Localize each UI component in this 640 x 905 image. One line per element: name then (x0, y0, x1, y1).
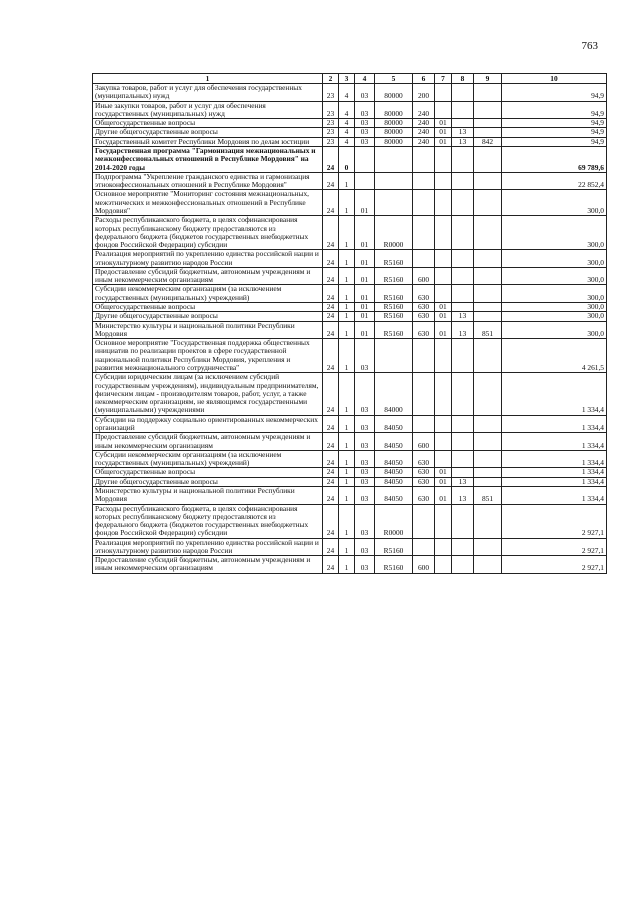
cell-c6: 630 (413, 285, 435, 303)
cell-c10: 1 334,4 (502, 468, 607, 477)
cell-c8: 13 (452, 137, 474, 146)
cell-c2: 24 (323, 538, 339, 556)
cell-c6: 630 (413, 486, 435, 504)
cell-c8: 13 (452, 321, 474, 339)
row-label: Реализация мероприятий по укреплению единства российской нации и этнокультурному развитию народов России (93, 250, 323, 268)
cell-c7: 01 (435, 128, 452, 137)
row-label: Иные закупки товаров, работ и услуг для обеспечения государственных (муниципальных) нужд (93, 101, 323, 119)
cell-c9 (474, 285, 502, 303)
row-label: Министерство культуры и национальной политики Республики Мордовия (93, 486, 323, 504)
cell-c3: 1 (339, 373, 355, 415)
cell-c5 (375, 146, 413, 172)
cell-c7 (435, 250, 452, 268)
table-header (93, 74, 607, 84)
cell-c8: 13 (452, 128, 474, 137)
cell-c5: 84050 (375, 468, 413, 477)
cell-c9 (474, 172, 502, 190)
column-header: 9 (474, 74, 502, 84)
cell-c4: 03 (355, 538, 375, 556)
row-label: Основное мероприятие "Государственная поддержка общественных инициатив по реализации проектов в сфере государственной национальной политики Республики Мордовия, укрепления и развития межнационального сотрудничества" (93, 339, 323, 373)
cell-c5: 80000 (375, 119, 413, 128)
cell-c4: 01 (355, 216, 375, 250)
cell-c7 (435, 267, 452, 285)
cell-c4: 01 (355, 190, 375, 216)
cell-c4: 03 (355, 137, 375, 146)
cell-c6 (413, 190, 435, 216)
cell-c7 (435, 504, 452, 538)
row-label: Субсидии некоммерческим организациям (за исключением государственных (муниципальных) учреждений) (93, 285, 323, 303)
cell-c8: 13 (452, 477, 474, 486)
cell-c8 (452, 415, 474, 433)
cell-c9 (474, 450, 502, 468)
row-label: Предоставление субсидий бюджетным, автономным учреждениям и иным некоммерческим организациям (93, 433, 323, 451)
cell-c2: 23 (323, 128, 339, 137)
cell-c10: 300,0 (502, 303, 607, 312)
row-label: Другие общегосударственные вопросы (93, 128, 323, 137)
cell-c3: 1 (339, 339, 355, 373)
cell-c5 (375, 190, 413, 216)
table-row (93, 415, 607, 433)
cell-c6: 630 (413, 321, 435, 339)
column-header: 4 (355, 74, 375, 84)
column-header: 7 (435, 74, 452, 84)
cell-c2: 24 (323, 468, 339, 477)
cell-c4: 03 (355, 373, 375, 415)
cell-c4: 03 (355, 339, 375, 373)
cell-c5: 84050 (375, 477, 413, 486)
cell-c2: 23 (323, 119, 339, 128)
table-row (93, 468, 607, 477)
cell-c10: 300,0 (502, 267, 607, 285)
cell-c7: 01 (435, 321, 452, 339)
cell-c2: 24 (323, 450, 339, 468)
cell-c7 (435, 84, 452, 102)
cell-c3: 1 (339, 321, 355, 339)
cell-c2: 24 (323, 250, 339, 268)
cell-c7 (435, 190, 452, 216)
cell-c7 (435, 172, 452, 190)
cell-c5: 84000 (375, 373, 413, 415)
cell-c9 (474, 433, 502, 451)
cell-c3: 0 (339, 146, 355, 172)
table-row (93, 504, 607, 538)
budget-table (92, 73, 607, 574)
cell-c2: 24 (323, 504, 339, 538)
cell-c3: 1 (339, 312, 355, 321)
cell-c9 (474, 415, 502, 433)
cell-c8 (452, 285, 474, 303)
cell-c3: 1 (339, 556, 355, 574)
cell-c7: 01 (435, 477, 452, 486)
cell-c6 (413, 146, 435, 172)
cell-c8 (452, 101, 474, 119)
cell-c7 (435, 339, 452, 373)
cell-c5: 84050 (375, 433, 413, 451)
cell-c6 (413, 216, 435, 250)
cell-c4: 03 (355, 128, 375, 137)
cell-c2: 24 (323, 433, 339, 451)
cell-c3: 1 (339, 504, 355, 538)
cell-c3: 1 (339, 433, 355, 451)
cell-c9: 851 (474, 486, 502, 504)
row-label: Общегосударственные вопросы (93, 119, 323, 128)
cell-c10: 2 927,1 (502, 538, 607, 556)
cell-c5: R5160 (375, 267, 413, 285)
cell-c9 (474, 339, 502, 373)
cell-c9 (474, 477, 502, 486)
row-label: Расходы республиканского бюджета, в целях софинансирования которых республиканскому бюджету предоставляются из федерального бюджета (бюджетов государственных внебюджетных фондов Российской Федерации) субсидии (93, 216, 323, 250)
row-label: Расходы республиканского бюджета, в целях софинансирования которых республиканскому бюджету предоставляются из федерального бюджета (бюджетов государственных внебюджетных фондов Российской Федерации) субсидии (93, 504, 323, 538)
cell-c8 (452, 216, 474, 250)
cell-c2: 23 (323, 101, 339, 119)
cell-c3: 1 (339, 250, 355, 268)
cell-c4 (355, 146, 375, 172)
cell-c10: 94,9 (502, 84, 607, 102)
cell-c10: 300,0 (502, 285, 607, 303)
cell-c9 (474, 84, 502, 102)
cell-c6: 240 (413, 128, 435, 137)
cell-c5: 80000 (375, 137, 413, 146)
cell-c4 (355, 172, 375, 190)
cell-c7: 01 (435, 468, 452, 477)
cell-c4: 03 (355, 486, 375, 504)
cell-c2: 24 (323, 172, 339, 190)
table-row (93, 146, 607, 172)
table-row (93, 128, 607, 137)
cell-c9 (474, 146, 502, 172)
cell-c3: 4 (339, 119, 355, 128)
cell-c4: 03 (355, 101, 375, 119)
cell-c6 (413, 172, 435, 190)
cell-c6: 630 (413, 450, 435, 468)
table-row (93, 450, 607, 468)
cell-c10: 300,0 (502, 190, 607, 216)
cell-c2: 24 (323, 321, 339, 339)
cell-c10: 94,9 (502, 119, 607, 128)
row-label: Субсидии юридическим лицам (за исключением субсидий государственным учреждениям), индивидуальным предпринимателям, физическим лицам - производителям товаров, работ, услуг, а также некоммерческим организациям, не являющимся государственными (муниципальными) учреждениями (93, 373, 323, 415)
cell-c10: 1 334,4 (502, 450, 607, 468)
cell-c4: 01 (355, 267, 375, 285)
cell-c4: 03 (355, 415, 375, 433)
cell-c5: R5160 (375, 285, 413, 303)
table-row (93, 433, 607, 451)
cell-c4: 01 (355, 312, 375, 321)
table-row (93, 216, 607, 250)
cell-c10: 300,0 (502, 250, 607, 268)
cell-c2: 24 (323, 312, 339, 321)
cell-c4: 03 (355, 433, 375, 451)
cell-c6: 600 (413, 433, 435, 451)
cell-c9 (474, 190, 502, 216)
column-header: 5 (375, 74, 413, 84)
cell-c3: 4 (339, 84, 355, 102)
cell-c6 (413, 373, 435, 415)
table-row (93, 190, 607, 216)
cell-c8: 13 (452, 486, 474, 504)
cell-c7 (435, 433, 452, 451)
row-label: Государственная программа "Гармонизация межнациональных и межконфессиональных отношений в Республике Мордовия" на 2014-2020 годы (93, 146, 323, 172)
table-row (93, 556, 607, 574)
cell-c5 (375, 172, 413, 190)
cell-c6: 600 (413, 556, 435, 574)
column-header: 2 (323, 74, 339, 84)
cell-c7: 01 (435, 312, 452, 321)
table-row (93, 101, 607, 119)
cell-c6: 240 (413, 137, 435, 146)
cell-c4: 03 (355, 84, 375, 102)
row-label: Предоставление субсидий бюджетным, автономным учреждениям и иным некоммерческим организациям (93, 556, 323, 574)
cell-c10: 300,0 (502, 321, 607, 339)
cell-c10: 94,9 (502, 137, 607, 146)
cell-c7 (435, 556, 452, 574)
cell-c5: 80000 (375, 101, 413, 119)
cell-c5: R5160 (375, 556, 413, 574)
cell-c2: 24 (323, 339, 339, 373)
cell-c3: 1 (339, 190, 355, 216)
cell-c3: 4 (339, 137, 355, 146)
cell-c9 (474, 504, 502, 538)
cell-c2: 24 (323, 216, 339, 250)
cell-c5: R5160 (375, 538, 413, 556)
cell-c9 (474, 250, 502, 268)
row-label: Общегосударственные вопросы (93, 303, 323, 312)
table-row (93, 285, 607, 303)
cell-c2: 24 (323, 190, 339, 216)
cell-c5: 84050 (375, 450, 413, 468)
cell-c4: 03 (355, 450, 375, 468)
cell-c6 (413, 415, 435, 433)
cell-c10: 300,0 (502, 216, 607, 250)
cell-c8 (452, 538, 474, 556)
cell-c8 (452, 190, 474, 216)
row-label: Министерство культуры и национальной политики Республики Мордовия (93, 321, 323, 339)
cell-c2: 23 (323, 137, 339, 146)
cell-c6: 240 (413, 101, 435, 119)
cell-c7 (435, 450, 452, 468)
cell-c4: 03 (355, 556, 375, 574)
cell-c7 (435, 285, 452, 303)
table-row (93, 373, 607, 415)
column-header: 10 (502, 74, 607, 84)
cell-c7: 01 (435, 137, 452, 146)
row-label: Реализация мероприятий по укреплению единства российской нации и этнокультурному развитию народов России (93, 538, 323, 556)
cell-c8 (452, 146, 474, 172)
column-header: 8 (452, 74, 474, 84)
cell-c5: 84050 (375, 415, 413, 433)
table-row (93, 312, 607, 321)
cell-c8 (452, 250, 474, 268)
column-numbers-row (93, 74, 607, 84)
cell-c7 (435, 216, 452, 250)
cell-c6 (413, 250, 435, 268)
cell-c10: 1 334,4 (502, 433, 607, 451)
cell-c10: 1 334,4 (502, 373, 607, 415)
cell-c4: 03 (355, 468, 375, 477)
cell-c8 (452, 468, 474, 477)
cell-c6: 200 (413, 84, 435, 102)
cell-c10: 2 927,1 (502, 556, 607, 574)
cell-c2: 24 (323, 267, 339, 285)
row-label: Субсидии на поддержку социально ориентированных некоммерческих организаций (93, 415, 323, 433)
cell-c9 (474, 303, 502, 312)
cell-c3: 1 (339, 468, 355, 477)
cell-c6: 600 (413, 267, 435, 285)
table-row (93, 172, 607, 190)
cell-c8 (452, 433, 474, 451)
cell-c10: 94,9 (502, 101, 607, 119)
cell-c9 (474, 128, 502, 137)
cell-c2: 24 (323, 146, 339, 172)
table-body (93, 84, 607, 574)
cell-c6: 630 (413, 477, 435, 486)
cell-c8 (452, 84, 474, 102)
table-row (93, 84, 607, 102)
cell-c4: 03 (355, 504, 375, 538)
cell-c9 (474, 119, 502, 128)
cell-c9 (474, 216, 502, 250)
table-row (93, 267, 607, 285)
cell-c7 (435, 538, 452, 556)
cell-c5: R5160 (375, 303, 413, 312)
table-row (93, 538, 607, 556)
cell-c5: R0000 (375, 504, 413, 538)
cell-c2: 24 (323, 373, 339, 415)
cell-c8 (452, 450, 474, 468)
cell-c5: R5160 (375, 312, 413, 321)
cell-c2: 24 (323, 415, 339, 433)
column-header: 6 (413, 74, 435, 84)
cell-c2: 24 (323, 303, 339, 312)
cell-c5: R5160 (375, 321, 413, 339)
cell-c8 (452, 504, 474, 538)
cell-c10: 1 334,4 (502, 477, 607, 486)
row-label: Другие общегосударственные вопросы (93, 312, 323, 321)
cell-c6 (413, 504, 435, 538)
cell-c7 (435, 101, 452, 119)
cell-c9: 842 (474, 137, 502, 146)
row-label: Субсидии некоммерческим организациям (за исключением государственных (муниципальных) учреждений) (93, 450, 323, 468)
cell-c9 (474, 312, 502, 321)
cell-c3: 1 (339, 538, 355, 556)
column-header: 1 (93, 74, 323, 84)
cell-c8 (452, 172, 474, 190)
cell-c8: 13 (452, 312, 474, 321)
cell-c2: 24 (323, 556, 339, 574)
cell-c10: 1 334,4 (502, 486, 607, 504)
cell-c5: 80000 (375, 128, 413, 137)
table-row (93, 486, 607, 504)
cell-c9 (474, 101, 502, 119)
cell-c3: 1 (339, 415, 355, 433)
cell-c9 (474, 538, 502, 556)
cell-c4: 01 (355, 250, 375, 268)
cell-c2: 24 (323, 285, 339, 303)
cell-c2: 23 (323, 84, 339, 102)
cell-c7 (435, 415, 452, 433)
cell-c3: 1 (339, 172, 355, 190)
cell-c9: 851 (474, 321, 502, 339)
cell-c8 (452, 339, 474, 373)
cell-c10: 4 261,5 (502, 339, 607, 373)
cell-c6: 630 (413, 468, 435, 477)
cell-c7: 01 (435, 119, 452, 128)
cell-c2: 24 (323, 477, 339, 486)
cell-c6 (413, 339, 435, 373)
cell-c4: 01 (355, 321, 375, 339)
row-label: Государственный комитет Республики Мордовия по делам юстиции (93, 137, 323, 146)
cell-c5: 80000 (375, 84, 413, 102)
cell-c9 (474, 373, 502, 415)
cell-c10: 22 852,4 (502, 172, 607, 190)
cell-c5 (375, 339, 413, 373)
row-label: Подпрограмма "Укрепление гражданского единства и гармонизация этноконфессиональных отношений в Республике Мордовия" (93, 172, 323, 190)
cell-c3: 1 (339, 450, 355, 468)
cell-c8 (452, 373, 474, 415)
cell-c4: 03 (355, 119, 375, 128)
table-row (93, 321, 607, 339)
cell-c10: 300,0 (502, 312, 607, 321)
table-row (93, 339, 607, 373)
column-header: 3 (339, 74, 355, 84)
cell-c7: 01 (435, 486, 452, 504)
cell-c4: 01 (355, 303, 375, 312)
cell-c10: 69 789,6 (502, 146, 607, 172)
cell-c6 (413, 538, 435, 556)
row-label: Общегосударственные вопросы (93, 468, 323, 477)
cell-c10: 1 334,4 (502, 415, 607, 433)
cell-c10: 94,9 (502, 128, 607, 137)
cell-c3: 4 (339, 128, 355, 137)
table-row (93, 250, 607, 268)
cell-c9 (474, 468, 502, 477)
cell-c4: 01 (355, 285, 375, 303)
cell-c7 (435, 146, 452, 172)
cell-c3: 1 (339, 285, 355, 303)
cell-c7 (435, 373, 452, 415)
cell-c5: R5160 (375, 250, 413, 268)
cell-c8 (452, 267, 474, 285)
row-label: Предоставление субсидий бюджетным, автономным учреждениям и иным некоммерческим организациям (93, 267, 323, 285)
cell-c5: R0000 (375, 216, 413, 250)
cell-c2: 24 (323, 486, 339, 504)
row-label: Другие общегосударственные вопросы (93, 477, 323, 486)
cell-c8 (452, 556, 474, 574)
cell-c5: 84050 (375, 486, 413, 504)
cell-c3: 1 (339, 303, 355, 312)
cell-c3: 1 (339, 486, 355, 504)
row-label: Закупка товаров, работ и услуг для обеспечения государственных (муниципальных) нужд (93, 84, 323, 102)
cell-c3: 4 (339, 101, 355, 119)
cell-c9 (474, 556, 502, 574)
cell-c3: 1 (339, 216, 355, 250)
cell-c6: 630 (413, 303, 435, 312)
row-label: Основное мероприятие "Мониторинг состояния межнациональных, межэтнических и межконфессиональных отношений в Республике Мордовия" (93, 190, 323, 216)
cell-c4: 03 (355, 477, 375, 486)
cell-c9 (474, 267, 502, 285)
cell-c6: 630 (413, 312, 435, 321)
cell-c7: 01 (435, 303, 452, 312)
cell-c3: 1 (339, 477, 355, 486)
cell-c6: 240 (413, 119, 435, 128)
page-number: 763 (581, 40, 598, 52)
cell-c10: 2 927,1 (502, 504, 607, 538)
cell-c3: 1 (339, 267, 355, 285)
